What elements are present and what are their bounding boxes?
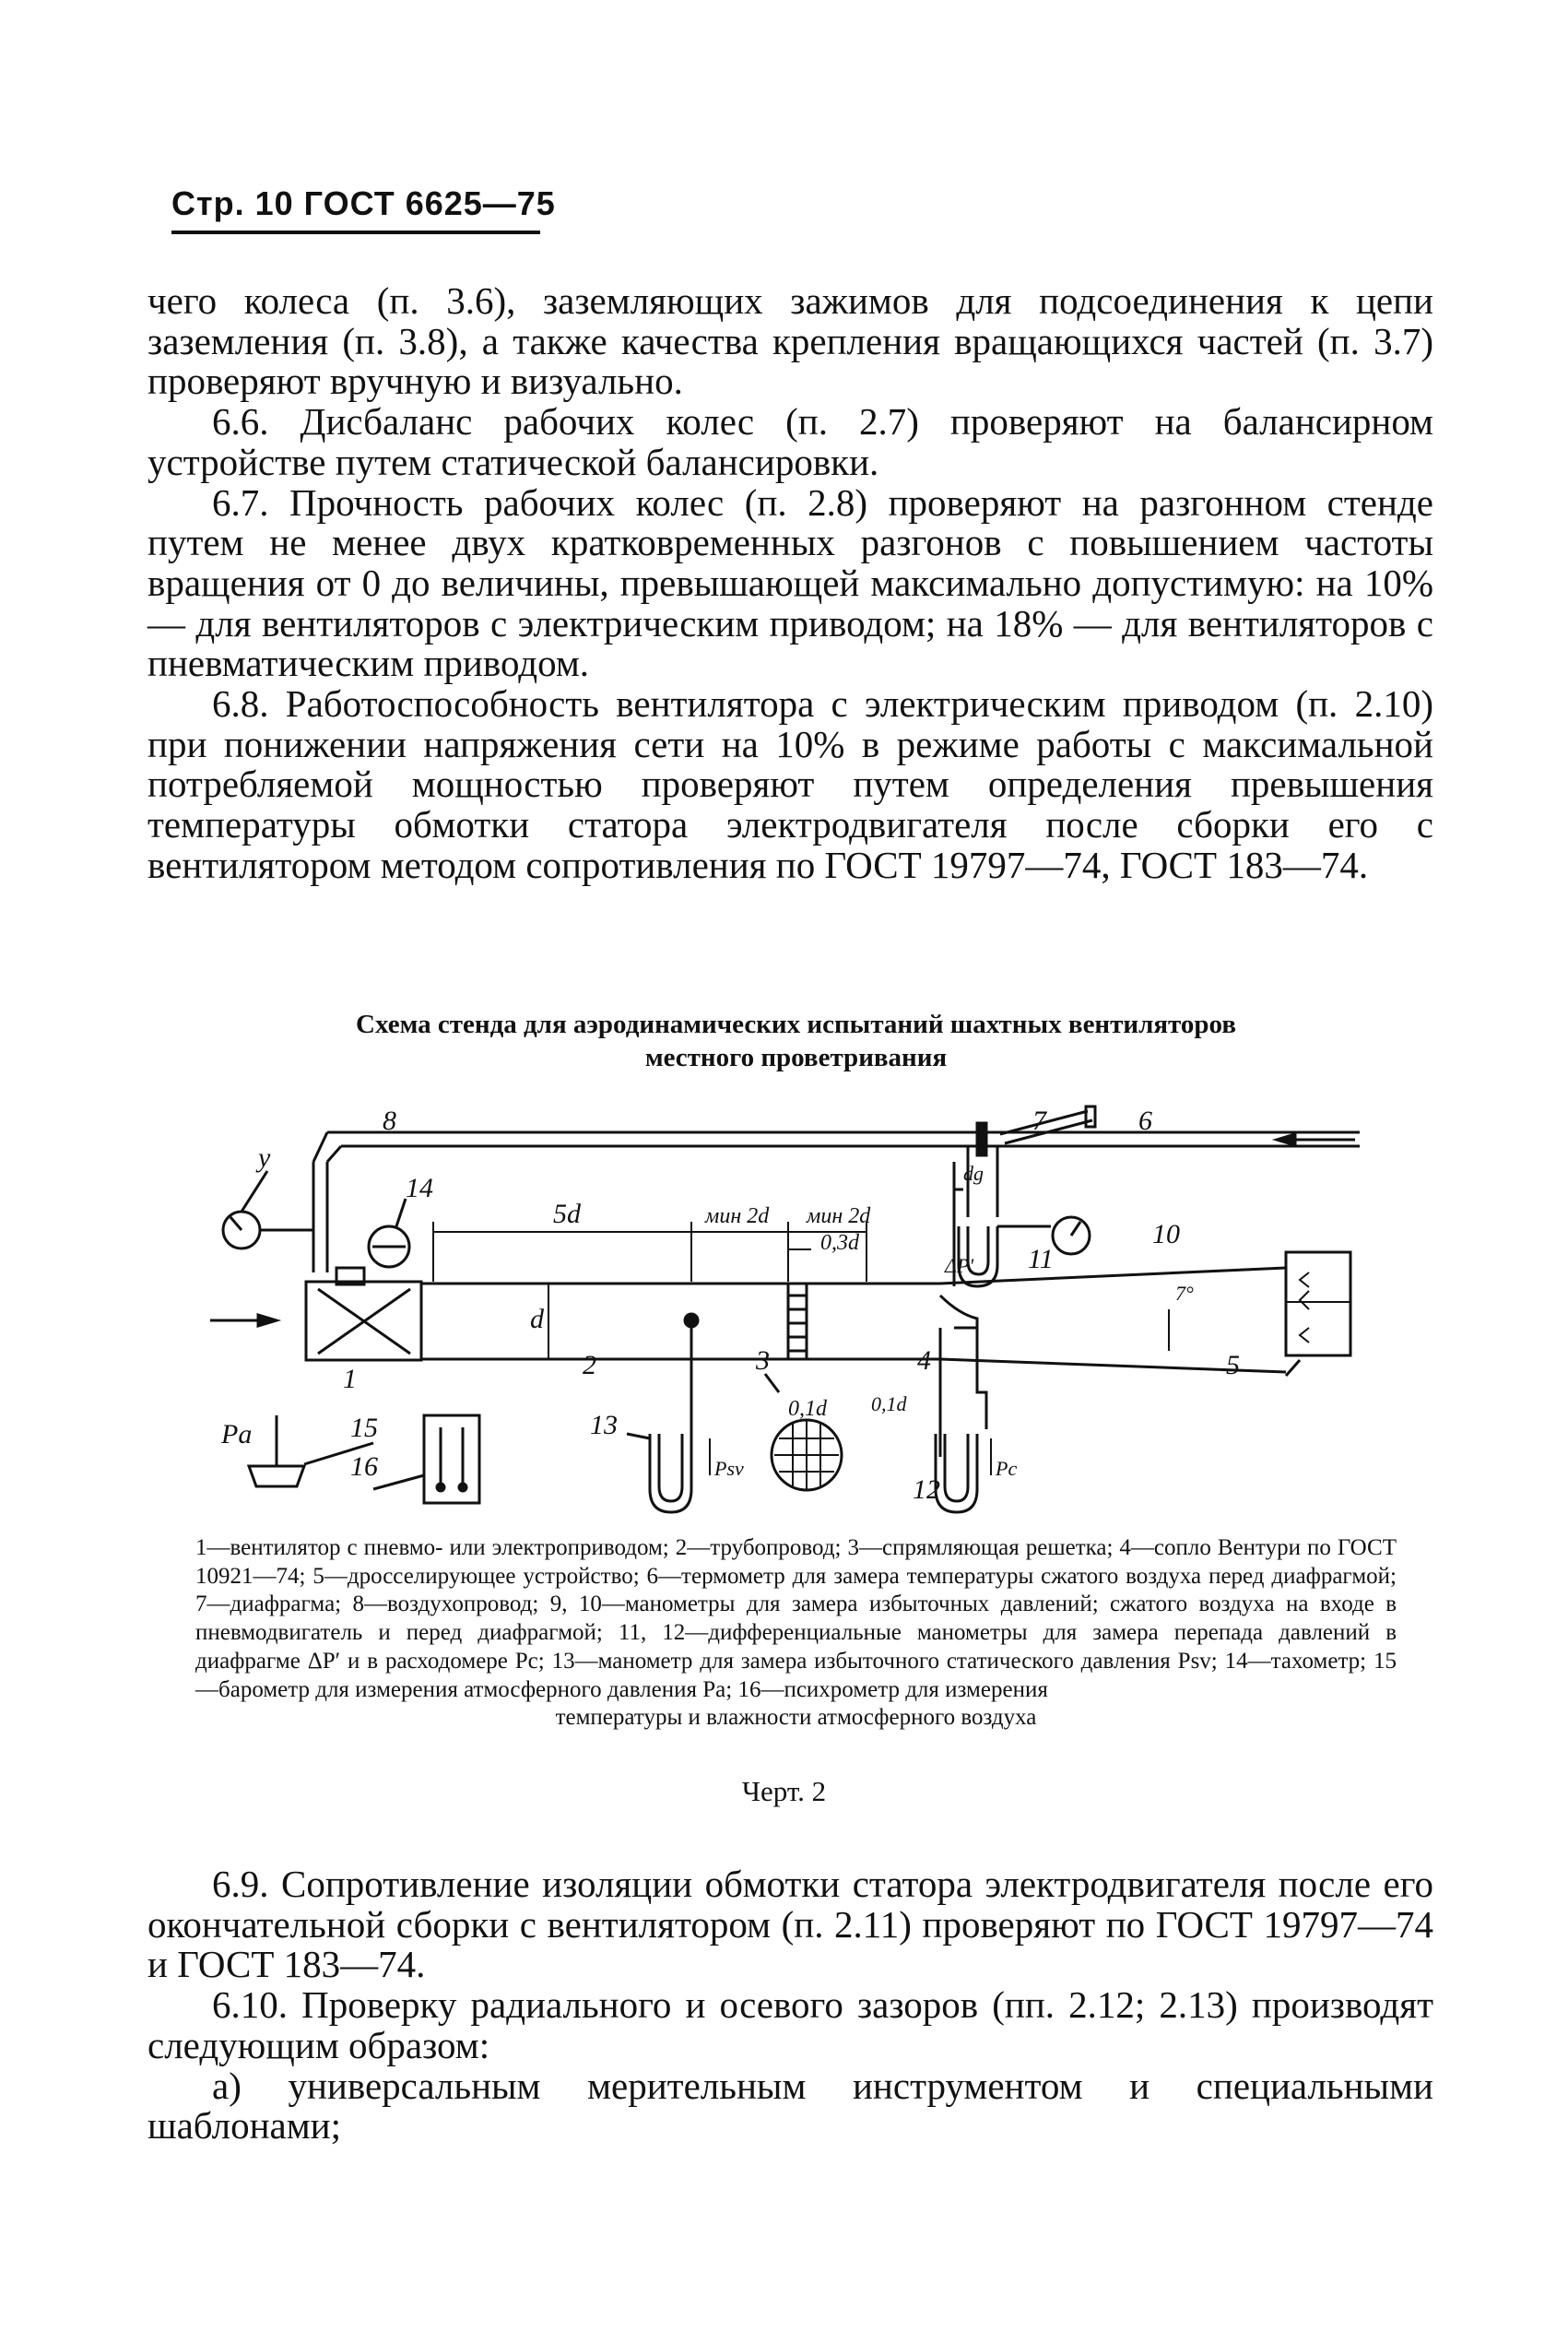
paragraph-6-10: 6.10. Проверку радиального и осевого зазоров (пп. 2.12; 2.13) производят следующим образом: <box>147 1983 1433 2066</box>
page-header: Стр. 10 ГОСТ 6625—75 <box>171 184 556 222</box>
label-7: 7 <box>1032 1106 1046 1136</box>
paragraph-6-7: 6.7. Прочность рабочих колес (п. 2.8) проверяют на разгонном стенде путем не менее двух кратковременных разгонов с повышением частоты вращения от 0 до величины, превышающей максимально допустимую: на 10% — для вентиляторов с электрическим приводом; на 18% — для вентиляторов с пневматическим приводом. <box>147 480 1433 685</box>
manometer-13 <box>627 1314 710 1512</box>
label-14: 14 <box>406 1173 433 1203</box>
label-16: 16 <box>350 1451 378 1482</box>
fan-1 <box>306 1268 421 1360</box>
label-4: 4 <box>917 1345 931 1376</box>
psychrometer-16 <box>373 1415 479 1503</box>
paragraph-6-9: 6.9. Сопротивление изоляции обмотки статора электродвигателя после его окончательной сборки с вентилятором (п. 2.11) проверяют по ГОСТ 19797—74 и ГОСТ 183—74. <box>147 1863 1433 1986</box>
figure-title-line-2: местного проветривания <box>644 1043 948 1072</box>
venturi-4 <box>936 1296 991 1512</box>
label-8: 8 <box>383 1106 396 1136</box>
label-11: 11 <box>1028 1244 1054 1274</box>
label-d: d <box>530 1304 544 1334</box>
legend-text: 1—вентилятор с пневмо- или электроприводом; 2—трубопровод; 3—спрямляющая решетка; 4—сопло Вентури по ГОСТ 10921—74; 5—дросселирующее устройство; 6—термометр для замера температуры сжатого воздуха перед диафрагмой; 7—диафрагма; 8—воздухопровод; 9, 10—манометры для замера избыточных давлений; сжатого воздуха на входе в пневмодвигатель и перед диафрагмой; 11, 12—дифференциальные манометры для замера перепада давлений в диафрагме ΔP′ и в расходомере Pc; 13—манометр для замера избыточного статического давления Psv; 14—тахометр; 15—барометр для измерения атмосферного давления Pa; 16—психрометр для измерения <box>195 1535 1397 1702</box>
throttle-5 <box>1286 1252 1350 1376</box>
label-3: 3 <box>756 1345 770 1376</box>
paragraph-6-6: 6.6. Дисбаланс рабочих колес (п. 2.7) проверяют на балансирном устройстве путем статической балансировки. <box>147 400 1433 483</box>
label-dg: dg <box>963 1162 984 1185</box>
gauge-10 <box>1053 1217 1090 1254</box>
label-13: 13 <box>590 1410 618 1440</box>
paragraph-a: а) универсальным мерительным инструментом и специальными шаблонами; <box>147 2064 1433 2148</box>
label-pa: Pa <box>221 1419 253 1449</box>
text-block-bottom <box>147 1864 1433 2147</box>
straightener-3 <box>765 1284 842 1490</box>
pipeline-2 <box>421 1268 1286 1372</box>
paragraph-6-8: 6.8. Работоспособность вентилятора с электрическим приводом (п. 2.10) при понижении напряжения сети на 10% в режиме работы с максимальной потребляемой мощностью проверяют путем определения превышения температуры обмотки статора электродвигателя после сборки его с вентилятором методом сопротивления по ГОСТ 19797—74, ГОСТ 183—74. <box>147 682 1433 886</box>
dimension-line <box>433 1222 867 1282</box>
label-5: 5 <box>1226 1350 1240 1380</box>
label-psv: Psv <box>714 1457 744 1480</box>
figure-legend <box>195 1534 1397 1733</box>
label-min2d-a: мин 2d <box>705 1204 770 1228</box>
label-2: 2 <box>583 1350 596 1380</box>
label-10: 10 <box>1152 1219 1180 1249</box>
label-9: у <box>258 1142 271 1173</box>
paragraph-continuation: чего колеса (п. 3.6), заземляющих зажимов для подсоединения к цепи заземления (п. 3.8), а также качества крепления вращающихся частей (п. 3.7) проверяют вручную и визуально. <box>147 279 1433 403</box>
label-12: 12 <box>913 1474 940 1505</box>
label-0-1d-b: 0,1d <box>871 1392 907 1415</box>
tachometer-14 <box>369 1199 409 1267</box>
label-pc: Pc <box>996 1457 1018 1480</box>
inflow-arrow-right <box>1277 1134 1355 1145</box>
label-15: 15 <box>350 1413 378 1443</box>
label-0-3d: 0,3d <box>820 1231 859 1255</box>
inlet-arrow-left <box>210 1315 277 1326</box>
label-6: 6 <box>1138 1106 1152 1136</box>
label-0-1d: 0,1d <box>788 1397 827 1421</box>
thermometer-6 <box>1000 1106 1095 1143</box>
label-angle: 7° <box>1175 1282 1194 1305</box>
label-5d: 5d <box>553 1199 581 1229</box>
label-dp: ΔP' <box>945 1254 974 1277</box>
label-1: 1 <box>343 1364 357 1394</box>
gauge-9 <box>223 1171 313 1248</box>
label-min2d-b: мин 2d <box>807 1204 871 1228</box>
figure-title-line-1: Схема стенда для аэродинамических испытаний шахтных вентиляторов <box>356 1010 1236 1039</box>
figure-number: Черт. 2 <box>741 1775 827 1807</box>
legend-text-last: температуры и влажности атмосферного воздуха <box>555 1705 1037 1731</box>
